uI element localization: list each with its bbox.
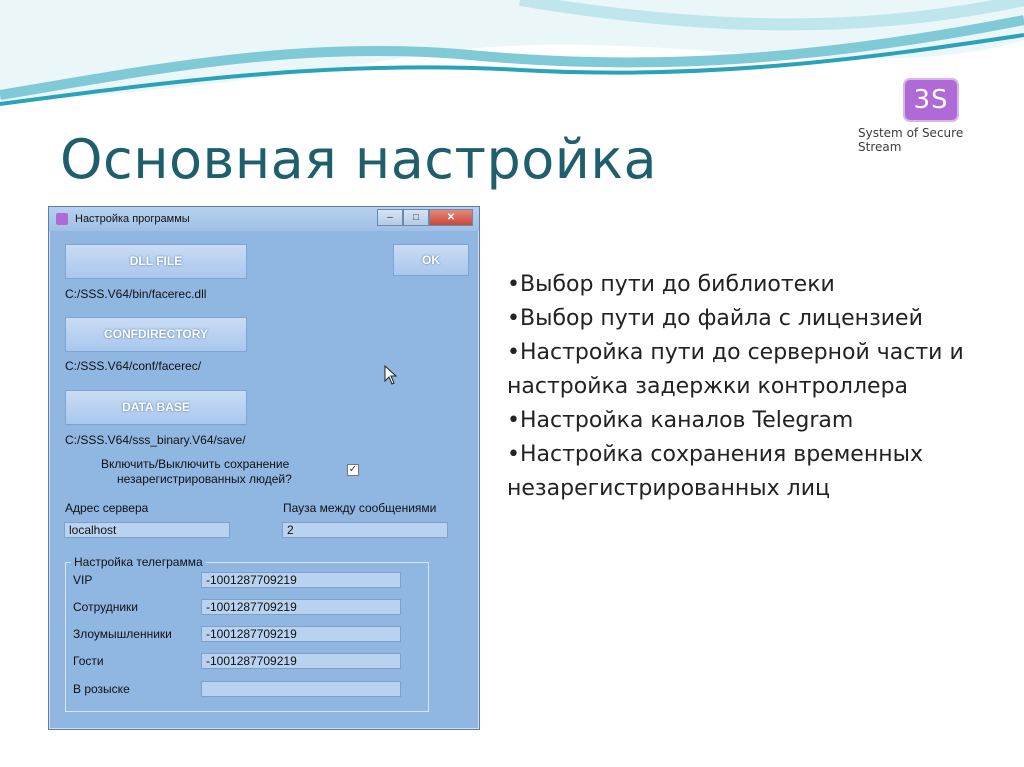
save-unregistered-checkbox[interactable]: ✓ xyxy=(348,464,358,475)
bullet-item: •Выбор пути до файла с лицензией xyxy=(507,306,923,331)
server-address-input[interactable]: localhost xyxy=(64,522,230,538)
bullet-item: •Выбор пути до библиотеки xyxy=(507,272,835,297)
channel-input-employees[interactable]: -1001287709219 xyxy=(201,599,401,615)
channel-input-intruders[interactable]: -1001287709219 xyxy=(201,626,401,642)
server-address-label: Адрес сервера xyxy=(65,501,149,515)
channel-label-wanted: В розыске xyxy=(73,682,130,696)
dll-file-button[interactable]: DLL FILE xyxy=(65,244,247,279)
database-button[interactable]: DATA BASE xyxy=(65,390,247,425)
dll-path: C:/SSS.V64/bin/facerec.dll xyxy=(65,287,207,301)
feature-bullet-list xyxy=(507,268,1007,506)
mouse-pointer-icon xyxy=(384,365,398,385)
window-controls xyxy=(377,209,473,226)
channel-input-wanted[interactable] xyxy=(201,681,401,697)
channel-label-vip: VIP xyxy=(73,573,93,587)
database-path: C:/SSS.V64/sss_binary.V64/save/ xyxy=(65,433,246,447)
ok-button[interactable]: OK xyxy=(393,244,469,276)
dialog-titlebar[interactable] xyxy=(49,207,479,231)
bullet-item: •Настройка пути до серверной части и настройка задержки контроллера xyxy=(507,340,964,399)
confdirectory-button[interactable]: CONFDIRECTORY xyxy=(65,317,247,352)
settings-dialog xyxy=(48,206,480,730)
close-icon[interactable]: ✕ xyxy=(429,209,473,226)
channel-label-guests: Гости xyxy=(73,654,104,668)
telegram-group-legend: Настройка телеграмма xyxy=(71,555,206,569)
conf-path: C:/SSS.V64/conf/facerec/ xyxy=(65,359,202,373)
save-toggle-label-line1: Включить/Выключить сохранение xyxy=(101,457,290,471)
pause-label: Пауза между сообщениями xyxy=(283,501,437,515)
maximize-icon[interactable]: □ xyxy=(403,209,429,226)
channel-input-guests[interactable]: -1001287709219 xyxy=(201,653,401,669)
pause-input[interactable]: 2 xyxy=(282,522,448,538)
header-wave-decoration xyxy=(0,0,1024,120)
channel-label-employees: Сотрудники xyxy=(73,600,138,614)
dialog-title: Настройка программы xyxy=(75,213,190,225)
save-toggle-label-line2: незарегистрированных людей? xyxy=(117,472,292,486)
brand-logo: 3S xyxy=(903,78,959,122)
app-icon xyxy=(56,213,68,225)
bullet-item: •Настройка каналов Telegram xyxy=(507,408,854,433)
bullet-item: •Настройка сохранения временных незарегистрированных лиц xyxy=(507,442,924,501)
channel-label-intruders: Злоумышленники xyxy=(73,627,172,641)
minimize-icon[interactable]: – xyxy=(377,209,403,226)
channel-input-vip[interactable]: -1001287709219 xyxy=(201,572,401,588)
slide-title: Основная настройка xyxy=(60,128,658,191)
brand-caption: System of Secure Stream xyxy=(858,126,964,154)
